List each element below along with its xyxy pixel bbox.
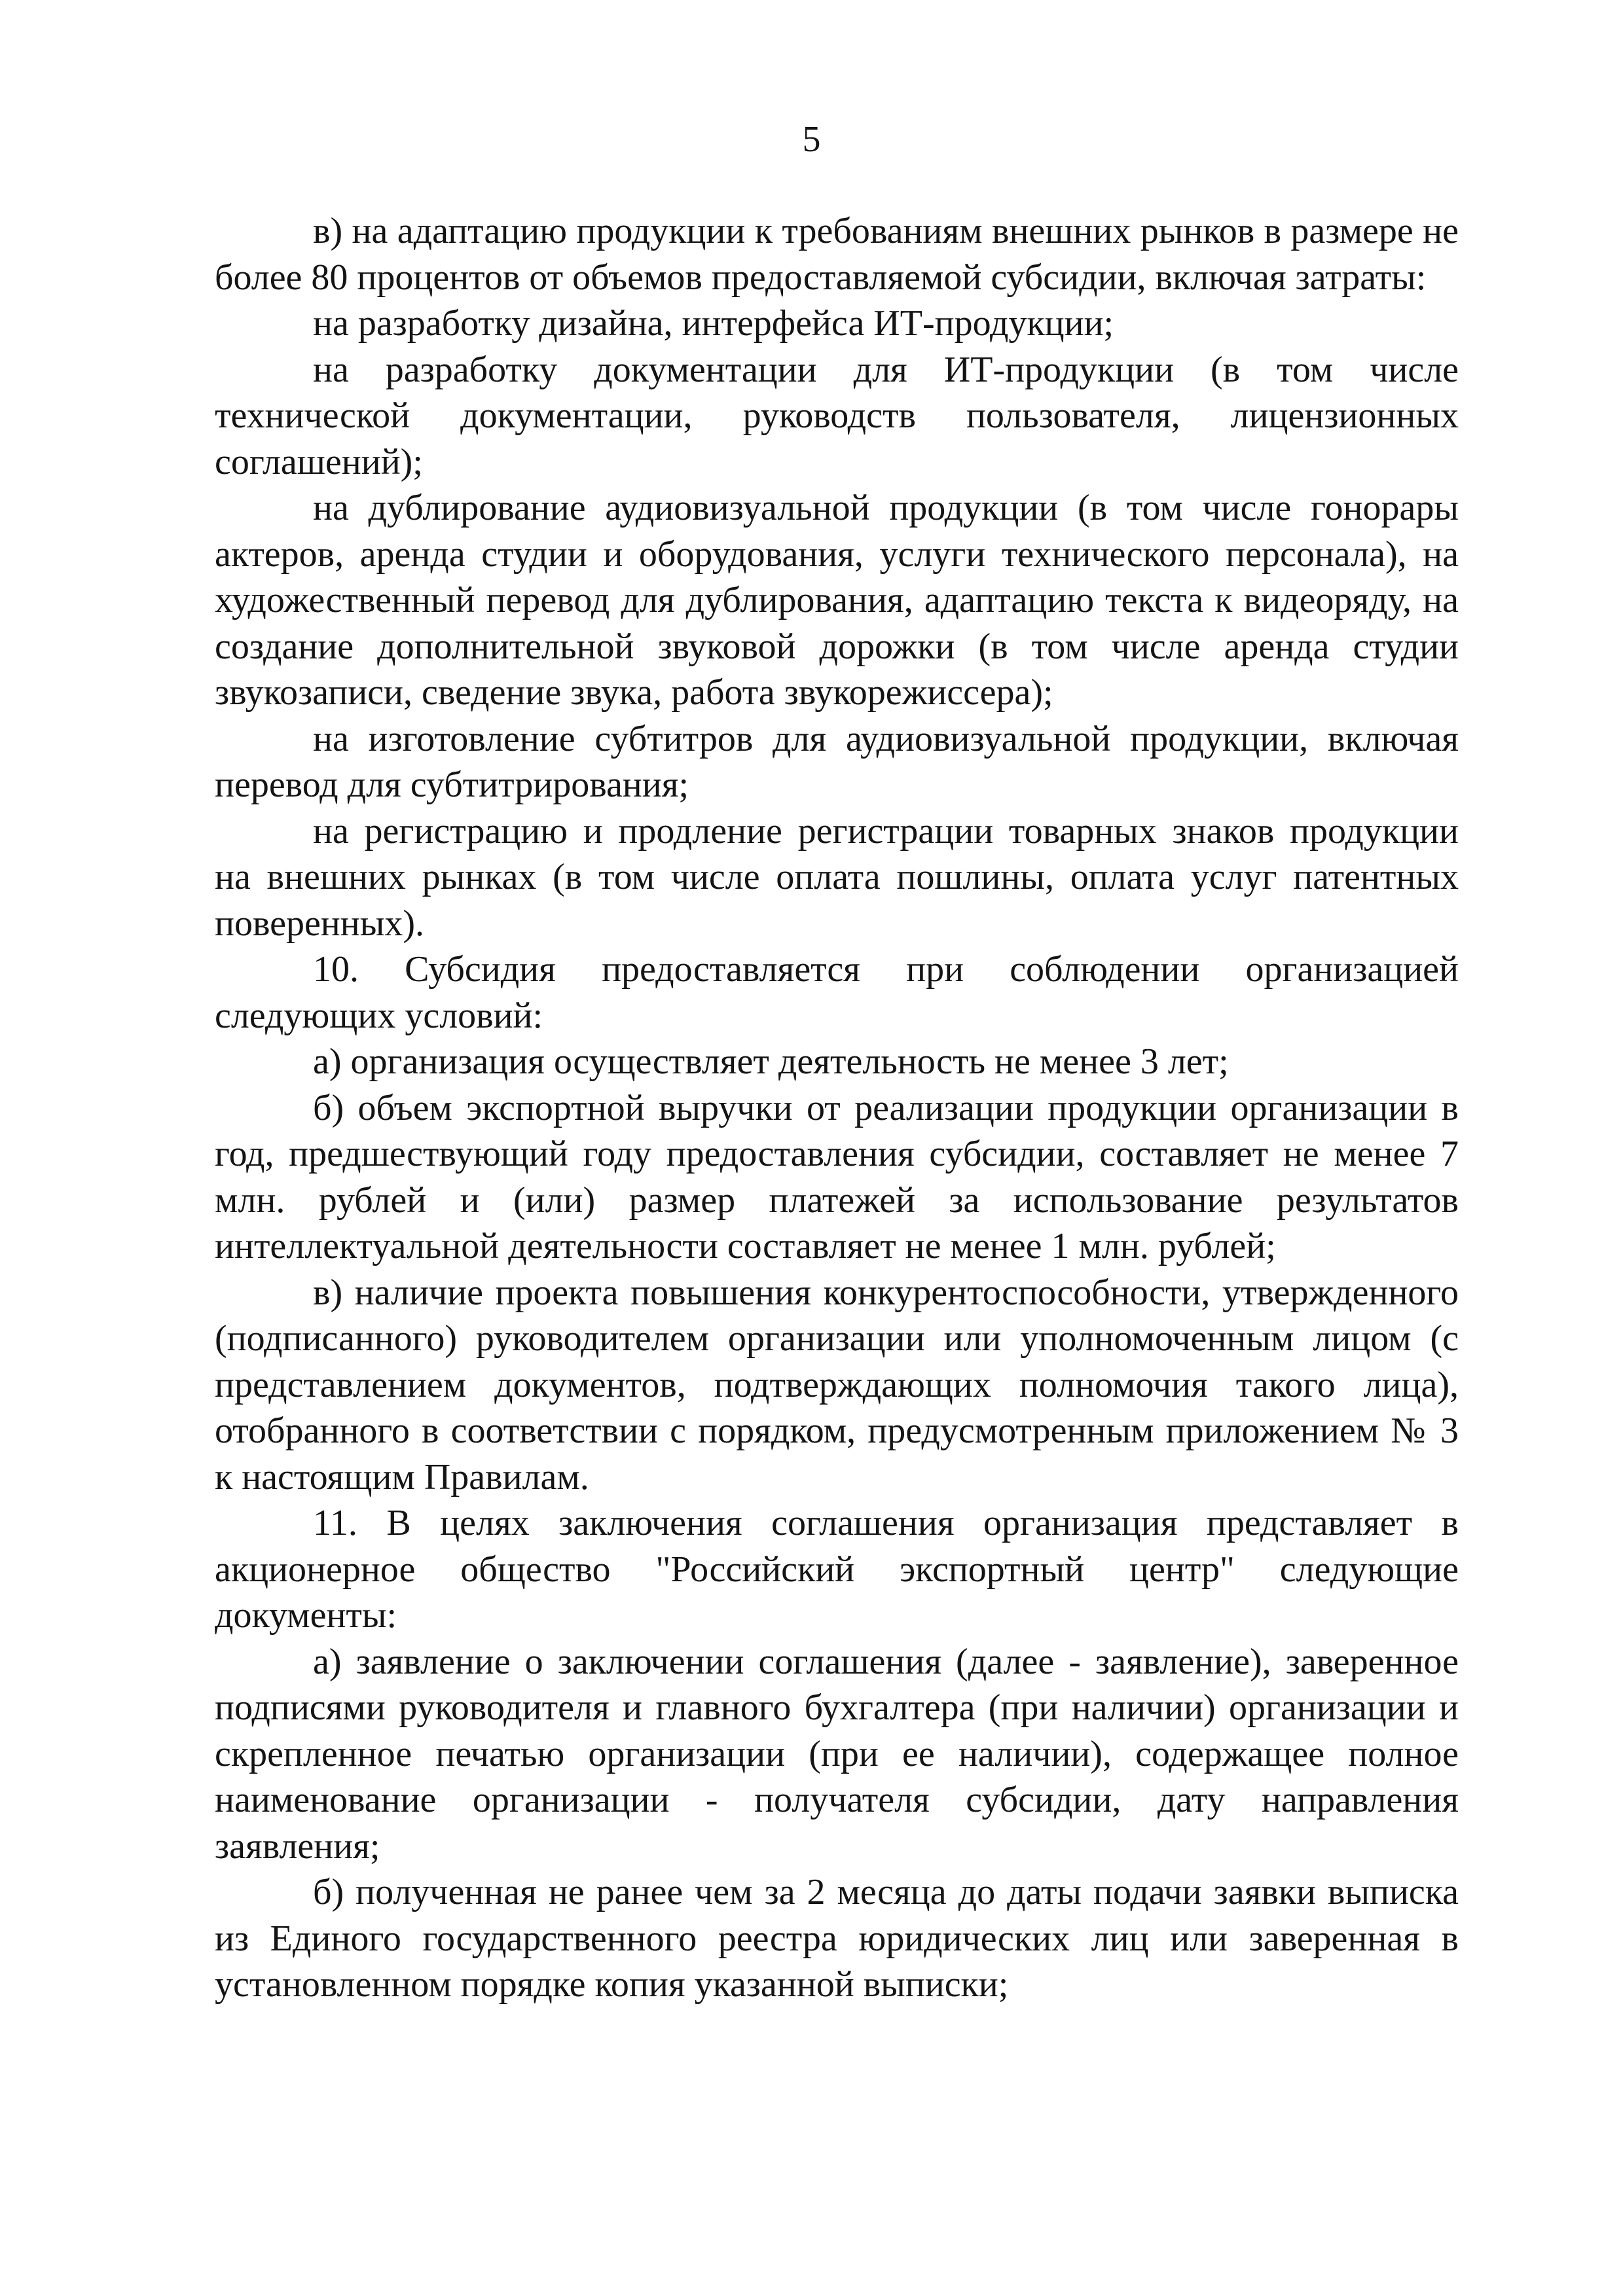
paragraph-dubbing: на дублирование аудиовизуальной продукции (в том числе гонорары актеров, аренда студии и оборудования, услуги технического персонала), на художественный перевод для дублирования, адаптацию текста к видеоряду, на создание дополнительной звуковой дорожки (в том числе аренда студии звукозаписи, сведение звука, работа звукорежиссера); bbox=[215, 488, 1459, 713]
document-body bbox=[215, 208, 1459, 2008]
paragraph-design: на разработку дизайна, интерфейса ИТ-продукции; bbox=[313, 303, 1114, 344]
paragraph-10b: б) объем экспортной выручки от реализации продукции организации в год, предшествующий году предоставления субсидии, составляет не менее 7 млн. рублей и (или) размер платежей за использование результатов интеллектуальной деятельности составляет не менее 1 млн. рублей; bbox=[215, 1087, 1459, 1266]
paragraph-11a: а) заявление о заключении соглашения (далее - заявление), заверенное подписями руководителя и главного бухгалтера (при наличии) организации и скрепленное печатью организации (при ее наличии), содержащее полное наименование организации - получателя субсидии, дату направления заявления; bbox=[215, 1641, 1459, 1867]
paragraph-10a: а) организация осуществляет деятельность не менее 3 лет; bbox=[313, 1041, 1229, 1082]
page-number: 5 bbox=[802, 119, 821, 160]
paragraph-trademarks: на регистрацию и продление регистрации товарных знаков продукции на внешних рынках (в том числе оплата пошлины, оплата услуг патентных поверенных). bbox=[215, 810, 1459, 944]
paragraph-11: 11. В целях заключения соглашения организация представляет в акционерное общество "Российский экспортный центр" следующие документы: bbox=[215, 1503, 1459, 1636]
paragraph-10v: в) наличие проекта повышения конкурентоспособности, утвержденного (подписанного) руководителем организации или уполномоченным лицом (с представлением документов, подтверждающих полномочия такого лица), отобранного в соответствии с порядком, предусмотренным приложением № 3 к настоящим Правилам. bbox=[215, 1272, 1459, 1498]
paragraph-11b: б) полученная не ранее чем за 2 месяца до даты подачи заявки выписка из Единого государственного реестра юридических лиц или заверенная в установленном порядке копия указанной выписки; bbox=[215, 1872, 1459, 2005]
paragraph-subtitles: на изготовление субтитров для аудиовизуальной продукции, включая перевод для субтитрирования; bbox=[215, 718, 1459, 805]
paragraph-10: 10. Субсидия предоставляется при соблюдении организацией следующих условий: bbox=[215, 949, 1459, 1036]
paragraph-9v: в) на адаптацию продукции к требованиям внешних рынков в размере не более 80 процентов от объемов предоставляемой субсидии, включая затраты: bbox=[215, 211, 1459, 298]
paragraph-documentation: на разработку документации для ИТ-продукции (в том числе технической документации, руководств пользователя, лицензионных соглашений); bbox=[215, 349, 1459, 482]
